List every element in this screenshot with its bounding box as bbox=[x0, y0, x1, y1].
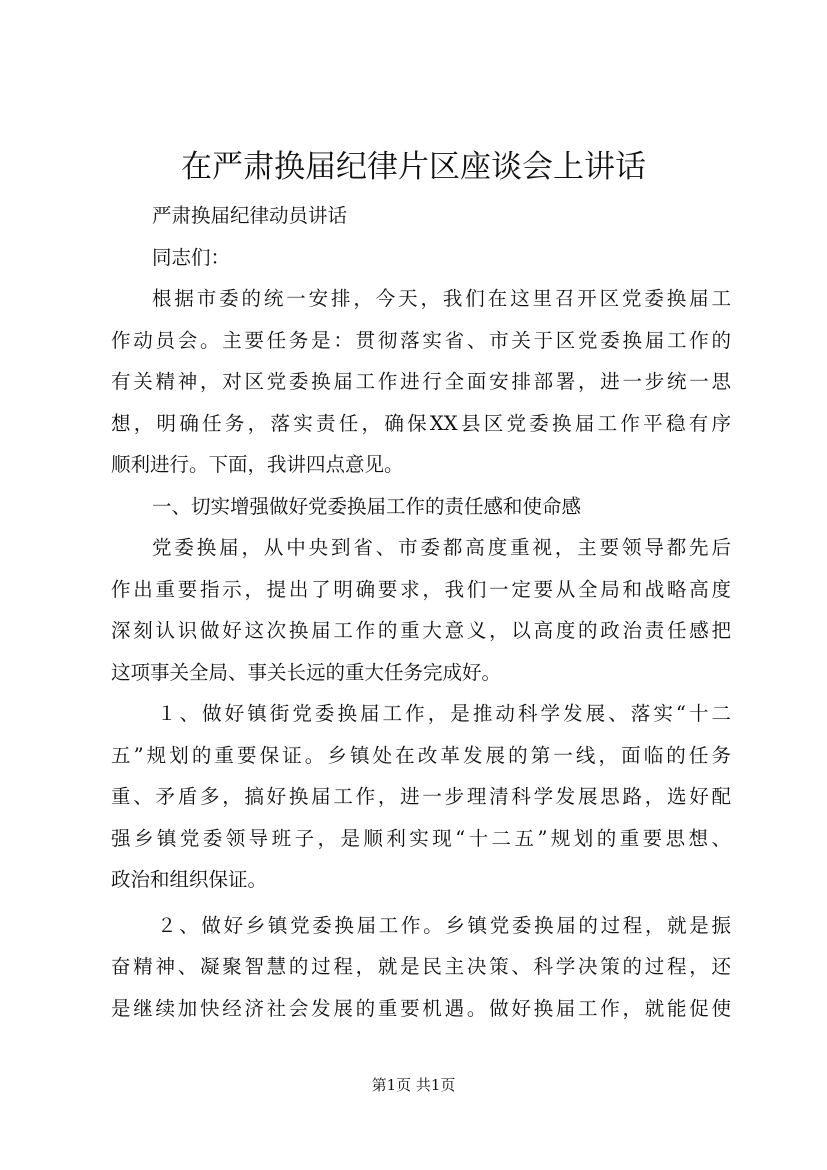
paragraph-line: 强乡镇党委领导班子，是顺利实现“十二五”规划的重要思想、 bbox=[111, 826, 731, 850]
paragraph-line: 作动员会。主要任务是：贯彻落实省、市关于区党委换届工作的 bbox=[111, 328, 731, 352]
paragraph-line: 党委换届，从中央到省、市委都高度重视，主要领导都先后 bbox=[152, 536, 731, 559]
paragraph-line: 深刻认识做好这次换届工作的重大意义，以高度的政治责任感把 bbox=[111, 619, 731, 642]
document-title: 在严肃换届纪律片区座谈会上讲话 bbox=[181, 149, 646, 185]
paragraph-line: ２、做好乡镇党委换届工作。乡镇党委换届的过程，就是振 bbox=[157, 913, 731, 937]
paragraph-line: 五”规划的重要保证。乡镇处在改革发展的第一线，面临的任务 bbox=[111, 743, 731, 767]
paragraph-line: 是继续加快经济社会发展的重要机遇。做好换届工作，就能促使 bbox=[111, 996, 731, 1020]
paragraph-line: 作出重要指示，提出了明确要求，我们一定要从全局和战略高度 bbox=[111, 577, 731, 601]
subtitle-line: 严肃换届纪律动员讲话 bbox=[152, 204, 348, 227]
paragraph-line: 这项事关全局、事关长远的重大任务完成好。 bbox=[111, 660, 502, 684]
paragraph-line: 想，明确任务，落实责任，确保XX县区党委换届工作平稳有序 bbox=[111, 411, 731, 435]
paragraph-line: 顺利进行。下面，我讲四点意见。 bbox=[111, 453, 404, 476]
section-heading: 一、切实增强做好党委换届工作的责任感和使命感 bbox=[152, 494, 582, 518]
paragraph-line: 政治和组织保证。 bbox=[111, 868, 268, 891]
paragraph-line: 有关精神，对区党委换届工作进行全面安排部署，进一步统一思 bbox=[111, 370, 731, 393]
paragraph-line: 奋精神、凝聚智慧的过程，就是民主决策、科学决策的过程，还 bbox=[111, 955, 731, 978]
paragraph-line: １、做好镇街党委换届工作，是推动科学发展、落实“十二 bbox=[157, 702, 731, 725]
document-body bbox=[111, 195, 731, 1029]
paragraph-line: 重、矛盾多，搞好换届工作，进一步理清科学发展思路，选好配 bbox=[111, 785, 731, 808]
paragraph-line: 根据市委的统一安排，今天，我们在这里召开区党委换届工 bbox=[152, 287, 731, 310]
page-footer: 第1页 共1页 bbox=[371, 1076, 456, 1094]
salutation-line: 同志们： bbox=[152, 245, 231, 269]
